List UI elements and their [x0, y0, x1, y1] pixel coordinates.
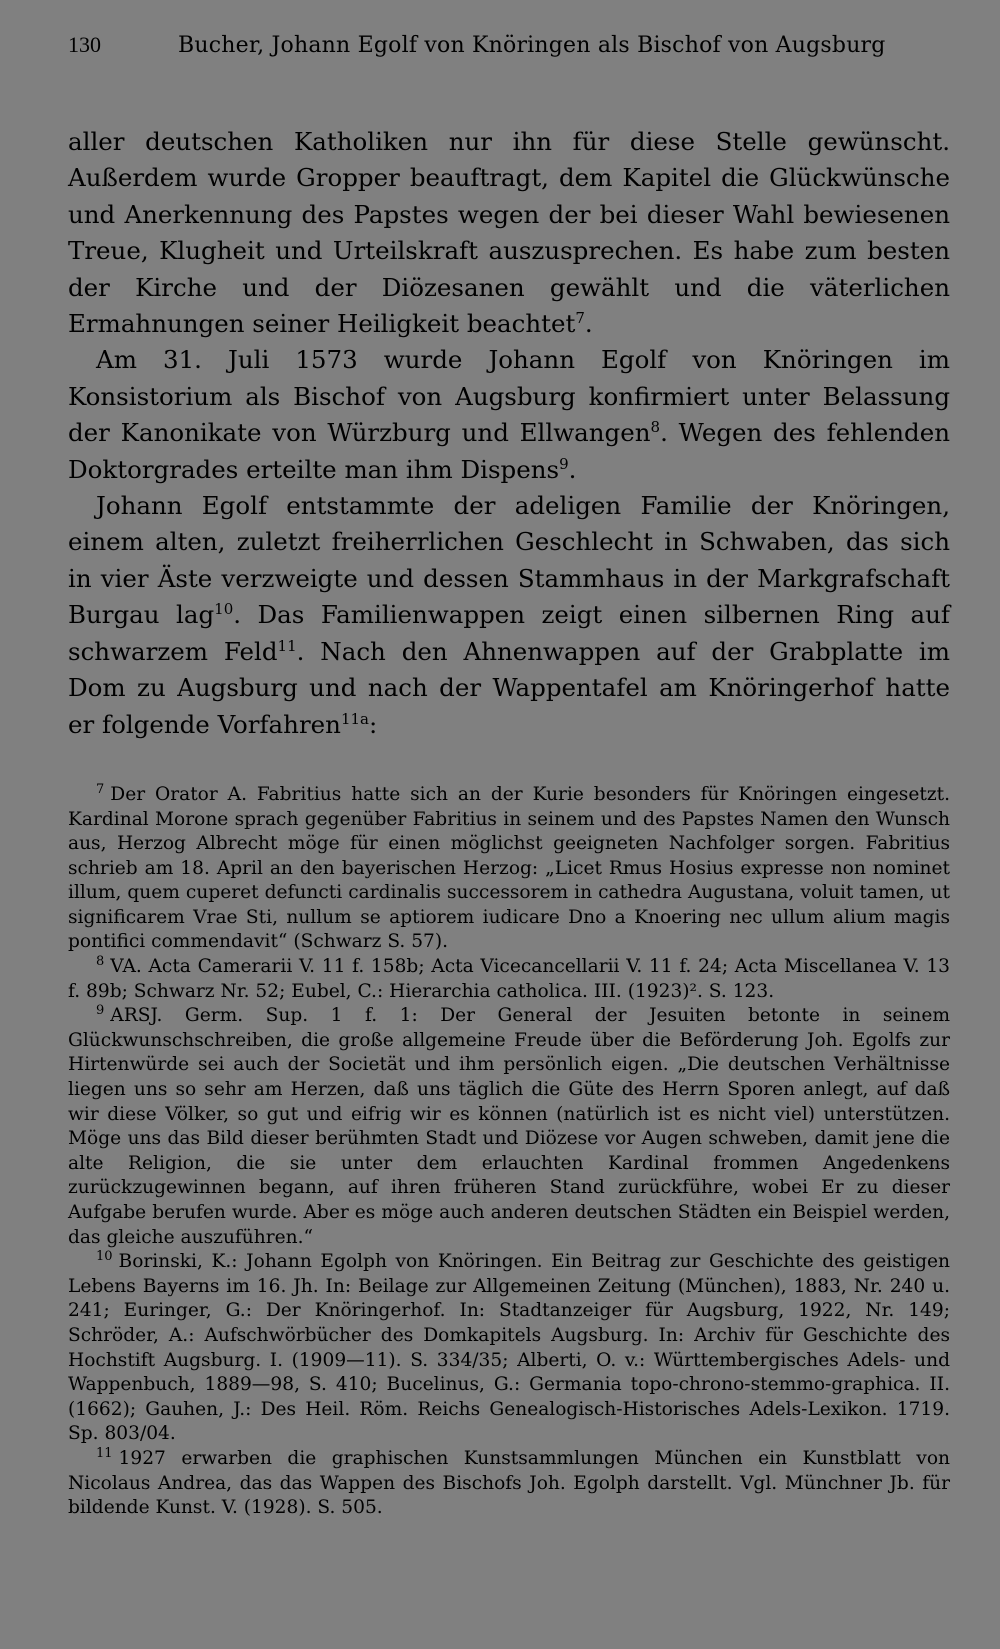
- footnote-ref-10[interactable]: 10: [214, 600, 234, 619]
- paragraph-end: :: [368, 709, 378, 739]
- footnote-text: ARSJ. Germ. Sup. 1 f. 1: Der General der Jesuiten betonte in seinem Glückwunschschreiben, die große allgemeine Freude über die Beförderung Joh. Egolfs zur Hirtenwürde sei auch der Societät und ihm persönlich eigen. „Die deutschen Verhältnisse liegen uns so sehr am Herzen, daß uns täglich die Güte des Herrn Sporen anlegt, auf daß wir diese Völker, so gut und eifrig wir es können (natürlich ist es nicht viel) unterstützen. Möge uns das Bild dieser berühmten Stadt und Diözese vor Augen schweben, damit jene die alte Religion, die sie unter dem erlauchten Kardinal frommen Angedenkens zurückzugewinnen begann, auf ihren früheren Stand zurückführe, wobei Er zu dieser Aufgabe berufen wurde. Aber es möge auch anderen deutschen Städten ein Beispiel werden, das gleiche auszuführen.“: [68, 1005, 950, 1248]
- footnote-text: VA. Acta Camerarii V. 11 f. 158b; Acta Vicecancellarii V. 11 f. 24; Acta Miscellanea V. 13 f. 89b; Schwarz Nr. 52; Eubel, C.: Hierarchia catholica. III. (1923)². S. 123.: [68, 956, 950, 1002]
- page-header: [68, 32, 950, 72]
- footnote-10: [68, 1250, 950, 1447]
- paragraph-text: . Das Familienwappen zeigt einen silbernen Ring auf schwarzem Feld: [68, 600, 950, 666]
- footnote-number: 10: [96, 1249, 113, 1264]
- footnote-ref-11a[interactable]: 11a: [340, 709, 369, 728]
- paragraph-end: .: [584, 309, 593, 339]
- footnote-ref-11[interactable]: 11: [277, 636, 297, 655]
- footnote-8: [68, 955, 950, 1004]
- page-number: 130: [68, 32, 101, 57]
- paragraph-text: Johann Egolf entstammte der adeligen Familie der Knöringen, einem alten, zuletzt freiherrlichen Geschlecht in Schwaben, das sich in vier Äste verzweigte und dessen Stammhaus in der Markgrafschaft Burgau lag: [68, 491, 950, 630]
- footnote-7: [68, 783, 950, 955]
- paragraph-text: . Nach den Ahnenwappen auf der Grabplatte im Dom zu Augsburg und nach der Wappentafel am Knöringerhof hatte er folgende Vorfahren: [68, 636, 950, 739]
- footnote-ref-9[interactable]: 9: [559, 454, 569, 473]
- paragraph-end: .: [568, 454, 577, 484]
- paragraph-text: . Wegen des fehlenden Doktorgrades erteilte man ihm Dispens: [68, 418, 950, 484]
- footnote-number: 11: [96, 1445, 113, 1461]
- paragraph-2: [68, 342, 950, 488]
- footnote-number: 7: [96, 781, 105, 797]
- footnote-text: 1927 erwarben die graphischen Kunstsammlungen München ein Kunstblatt von Nicolaus Andrea, das das Wappen des Bischofs Joh. Egolph darstellt. Vgl. Münchner Jb. für bildende Kunst. V. (1928). S. 505.: [68, 1447, 950, 1519]
- footnote-text: Der Orator A. Fabritius hatte sich an der Kurie besonders für Knöringen eingesetzt. Kardinal Morone sprach gegenüber Fabritius in seinem und des Papstes Namen den Wunsch aus, Herzog Albrecht möge für einen möglichst geeigneten Nachfolger sorgen. Fabritius schrieb am 18. April an den bayerischen Herzog: „Licet Rmus Hosius expresse non nominet illum, quem cuperet defuncti cardinalis successorem in cathedra Augustana, voluit tamen, ut significarem Vrae Sti, nullum se aptiorem iudicare Dno a Knoering nec ullum alium magis pontifici commendavit“ (Schwarz S. 57).: [68, 783, 950, 953]
- footnote-number: 8: [96, 953, 105, 969]
- paragraph-3: [68, 488, 950, 743]
- footnotes: [68, 783, 950, 1521]
- footnote-ref-7[interactable]: 7: [575, 308, 585, 327]
- footnote-9: [68, 1004, 950, 1250]
- main-text: [68, 124, 950, 743]
- paragraph-text: Am 31. Juli 1573 wurde Johann Egolf von Knöringen im Konsistorium als Bischof von Augsburg konfirmiert unter Belassung der Kanonikate von Würzburg und Ellwangen: [68, 345, 950, 448]
- footnote-11: [68, 1447, 950, 1521]
- footnote-ref-8[interactable]: 8: [650, 418, 661, 437]
- footnote-text: Borinski, K.: Johann Egolph von Knöringen. Ein Beitrag zur Geschichte des geistigen Lebens Bayerns im 16. Jh. In: Beilage zur Allgemeinen Zeitung (München), 1883, Nr. 240 u. 241; Euringer, G.: Der Knöringerhof. In: Stadtanzeiger für Augsburg, 1922, Nr. 149; Schröder, A.: Aufschwörbücher des Domkapitels Augsburg. In: Archiv für Geschichte des Hochstift Augsburg. I. (1909—11). S. 334/35; Alberti, O. v.: Württembergisches Adels- und Wappenbuch, 1889—98, S. 410; Bucelinus, G.: Germania topo-chrono-stemmo-graphica. II. (1662); Gauhen, J.: Des Heil. Röm. Reichs Genealogisch-Historisches Adels-Lexikon. 1719. Sp. 803/04.: [68, 1251, 950, 1445]
- paragraph-1: [68, 124, 950, 342]
- footnote-number: 9: [96, 1003, 105, 1019]
- running-head: Bucher, Johann Egolf von Knöringen als Bischof von Augsburg: [178, 33, 886, 58]
- paragraph-text: aller deutschen Katholiken nur ihn für diese Stelle gewünscht. Außerdem wurde Gropper beauftragt, dem Kapitel die Glückwünsche und Anerkennung des Papstes wegen der bei dieser Wahl bewiesenen Treue, Klugheit und Urteilskraft auszusprechen. Es habe zum besten der Kirche und der Diözesanen gewählt und die väterlichen Ermahnungen seiner Heiligkeit beachtet: [68, 127, 950, 339]
